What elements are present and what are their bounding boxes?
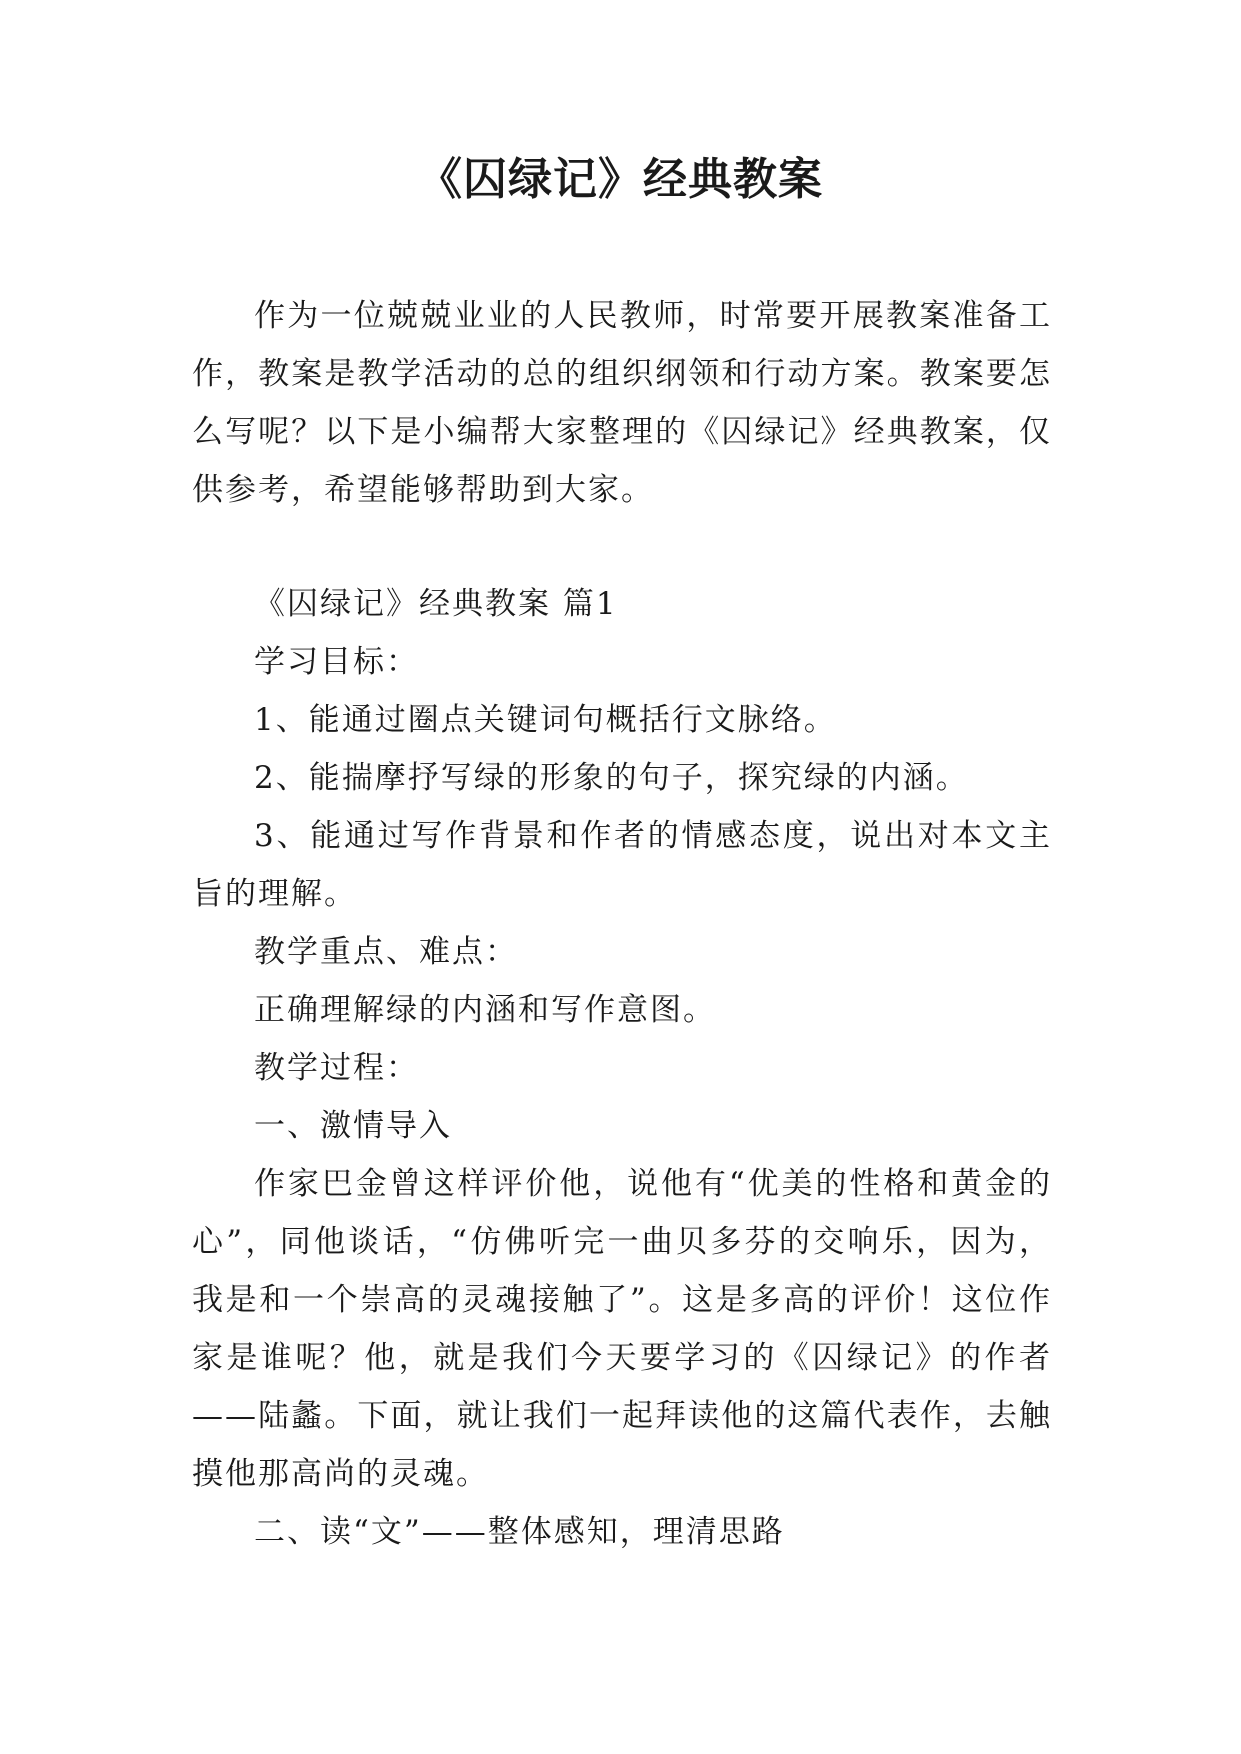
objective-item: 3、能通过写作背景和作者的情感态度，说出对本文主旨的理解。 — [192, 818, 1052, 912]
step-heading: 一、激情导入 — [254, 1108, 452, 1144]
key-points-heading: 教学重点、难点： — [254, 934, 518, 970]
step-heading: 二、读“文”——整体感知，理清思路 — [254, 1514, 785, 1550]
section-heading: 《囚绿记》经典教案 篇1 — [254, 586, 618, 622]
learning-objectives-heading: 学习目标： — [254, 644, 419, 680]
intro-section — [192, 287, 1052, 519]
lesson-section — [192, 575, 1052, 1561]
key-points-text: 正确理解绿的内涵和写作意图。 — [254, 992, 716, 1028]
intro-paragraph: 作为一位兢兢业业的人民教师，时常要开展教案准备工作，教案是教学活动的总的组织纲领和行动方案。教案要怎么写呢？以下是小编帮大家整理的《囚绿记》经典教案，仅供参考，希望能够帮助到大家。 — [192, 298, 1052, 508]
objective-item: 1、能通过圈点关键词句概括行文脉络。 — [254, 702, 837, 738]
teaching-process-heading: 教学过程： — [254, 1050, 419, 1086]
body-paragraph: 作家巴金曾这样评价他，说他有“优美的性格和黄金的心”，同他谈话，“仿佛听完一曲贝多芬的交响乐，因为，我是和一个崇高的灵魂接触了”。这是多高的评价！这位作家是谁呢？他，就是我们今天要学习的《囚绿记》的作者——陆蠡。下面，就让我们一起拜读他的这篇代表作，去触摸他那高尚的灵魂。 — [192, 1166, 1052, 1492]
objective-item: 2、能揣摩抒写绿的形象的句子，探究绿的内涵。 — [254, 760, 969, 796]
document-title: 《囚绿记》经典教案 — [418, 154, 823, 205]
